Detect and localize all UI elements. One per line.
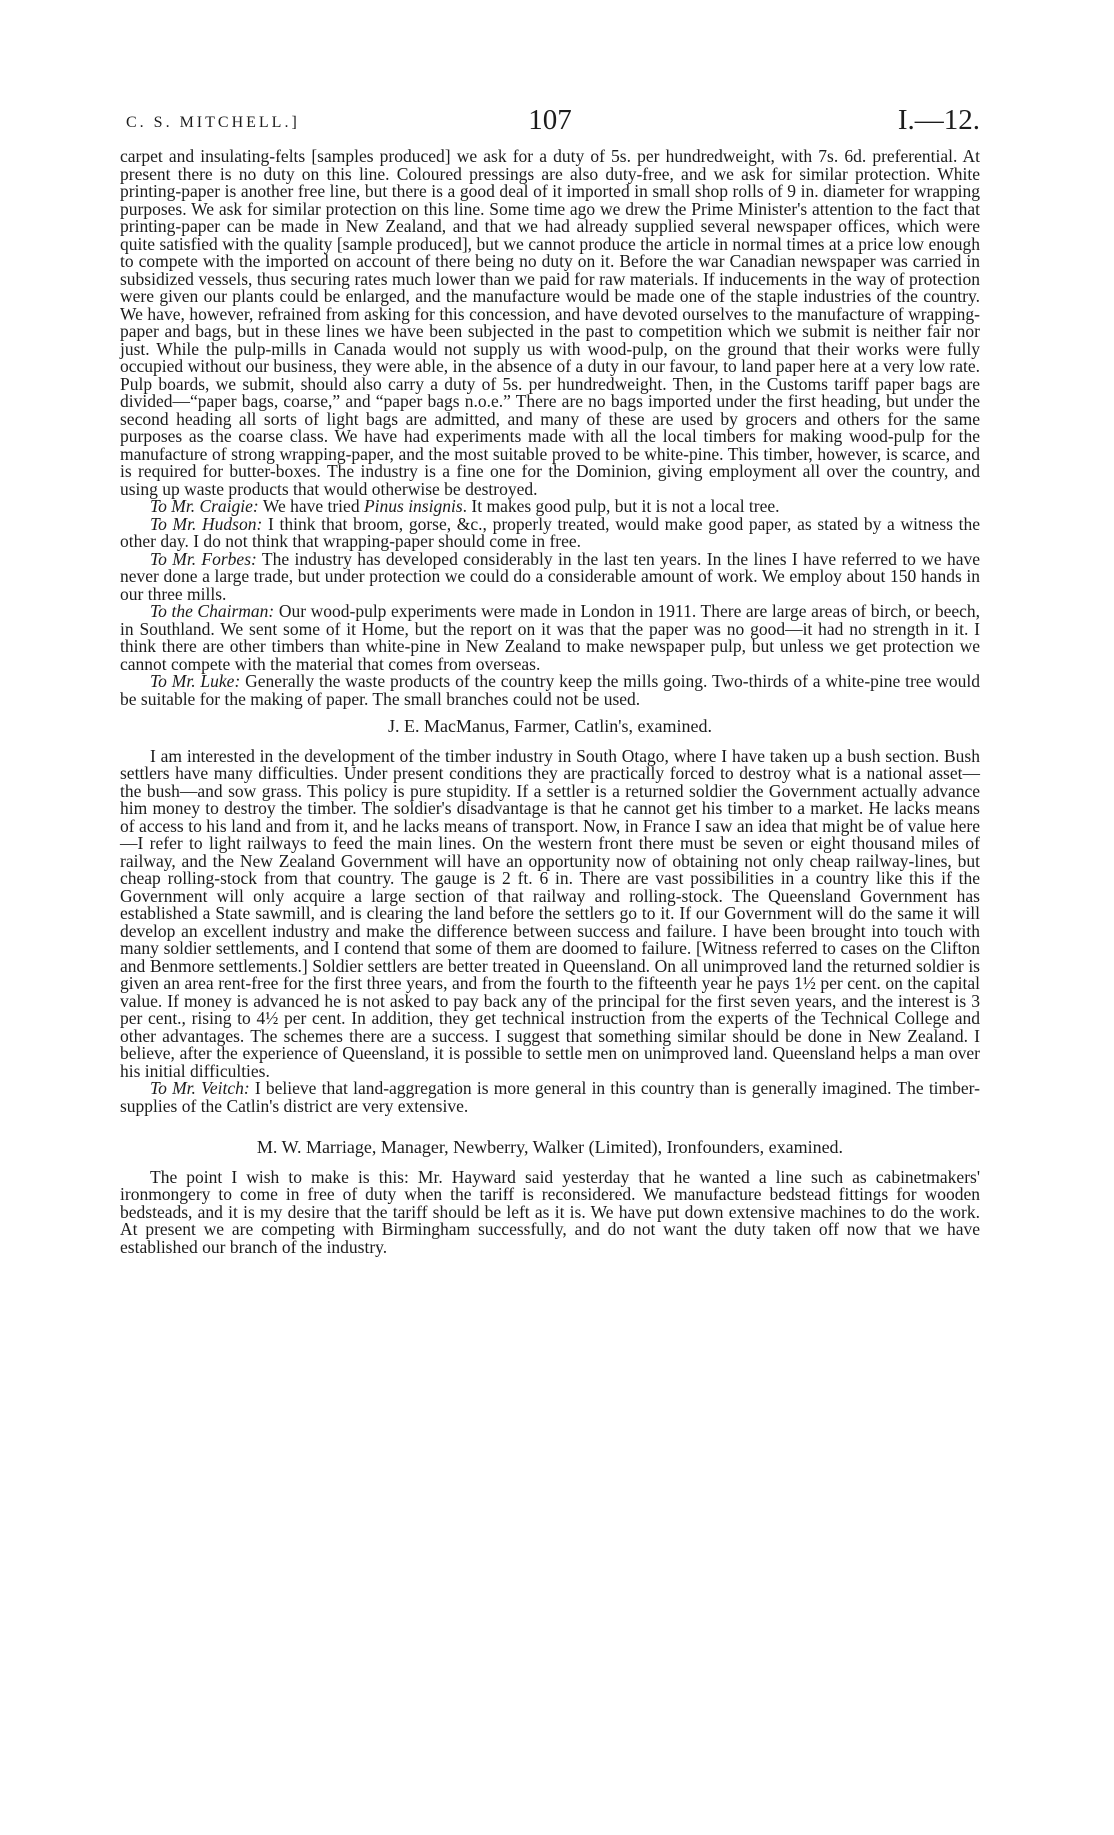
witness-heading-marriage: M. W. Marriage, Manager, Newberry, Walker (Limited), Ironfounders, examined. xyxy=(256,1137,844,1157)
answer-veitch xyxy=(120,1080,980,1115)
section-gap xyxy=(120,1115,980,1129)
answer-italic: Pinus insignis xyxy=(363,496,463,516)
answer-chairman xyxy=(120,603,980,673)
answer-to: To Mr. Veitch: xyxy=(150,1078,250,1098)
document-page xyxy=(120,100,980,1256)
answer-after: . It makes good pulp, but it is not a local tree. xyxy=(462,496,780,516)
answer-text: I believe that land-aggregation is more general in this country than is generally imagined. The timber-supplies of the Catlin's district are very extensive. xyxy=(120,1078,980,1116)
page-header xyxy=(120,100,980,148)
answer-text: I think that broom, gorse, &c., properly treated, would make good paper, as stated by a witness the other day. I do not think that wrapping-paper should come in free. xyxy=(120,513,980,551)
answer-to: To Mr. Forbes: xyxy=(150,548,257,569)
answer-to: To Mr. Luke: xyxy=(150,671,241,691)
opening-paragraph: carpet and insulating-felts [samples produced] we ask for a duty of 5s. per hundredweight, with 7s. 6d. preferential. At present there is no duty on this line. Coloured pressings are also duty-free, and we ask for similar protection. White printing-paper is another free line, but there is a good deal of it imported in small shop rolls of 9 in. diameter for wrapping purposes. We ask for similar protection on this line. Some time ago we drew the Prime Minister's attention to the fact that printing-paper can be made in New Zealand, and that we had already supplied several newspaper offices, which were quite satisfied with the quality [sample produced], but we cannot produce the article in normal times at a price low enough to compete with the imported on account of there being no duty on it. Before the war Canadian newspaper was carried in subsidized vessels, thus securing rates much lower than we paid for raw materials. If inducements in the way of protection were given our plants could be enlarged, and the manufacture would be made one of the staple industries of the country. We have, however, refrained from asking for this concession, and have devoted ourselves to the manufacture of wrapping-paper and bags, but in these lines we have been subjected in the past to competition which we submit is neither fair nor just. While the pulp-mills in Canada would not supply us with wood-pulp, on the ground that their works were fully occupied without our business, they were able, in the absence of a duty in our favour, to land paper here at a very low rate. Pulp boards, we submit, should also carry a duty of 5s. per hundredweight. Then, in the Customs tariff paper bags are divided—“paper bags, coarse,” and “paper bags n.o.e.” There are no bags imported under the first heading, but under the second heading all sorts of light bags are admitted, and many of these are used by grocers and others for the same purposes as the coarse class. We have had experiments made with all the local timbers for making wood-pulp for the manufacture of strong wrapping-paper, and the most suitable proved to be white-pine. This timber, however, is scarce, and is required for butter-boxes. The industry is a fine one for the Dominion, giving employment all over the country, and using up waste products that would otherwise be destroyed. xyxy=(120,146,980,499)
macmanus-paragraph: I am interested in the development of the timber industry in South Otago, where I have taken up a bush section. Bush settlers have many difficulties. Under present conditions they are practically forced to destroy what is a national asset—the bush—and sow grass. This policy is pure stupidity. If a settler is a returned soldier the Government actually advance him money to destroy the timber. The soldier's disadvantage is that he cannot get his timber to a market. He lacks means of access to his land and from it, and he lacks means of transport. Now, in France I saw an idea that might be of value here—I refer to light railways to feed the main lines. On the western front there must be seven or eight thousand miles of railway, and the New Zealand Government will have an opportunity now of obtaining not only cheap railway-lines, but cheap rolling-stock from that country. The gauge is 2 ft. 6 in. There are vast possibilities in a country like this if the Government will only acquire a large section of that railway and rolling-stock. The Queensland Government has established a State sawmill, and is clearing the land before the settlers go to it. If our Government will do the same it will develop an excellent industry and make the difference between success and failure. I have been brought into touch with many soldier settlements, and I contend that some of them are doomed to failure. [Witness referred to cases on the Clifton and Benmore settlements.] Soldier settlers are better treated in Queensland. On all unimproved land the returned soldier is given an area rent-free for the first three years, and from the fourth to the fifteenth year he pays 1½ per cent. on the capital value. If money is advanced he is not asked to pay back any of the principal for the first seven years, and the interest is 3 per cent., rising to 4½ per cent. In addition, they get technical instruction from the experts of the Technical College and other advantages. The schemes there are a success. I suggest that something similar should be done in New Zealand. I believe, after the experience of Queensland, it is possible to settle men on unimproved land. Queensland helps a man over his initial difficulties. xyxy=(120,745,980,1081)
document-reference: I.—12. xyxy=(897,104,980,136)
answer-text: The industry has developed considerably in the last ten years. In the lines I have referred to we have never done a large trade, but under protection we could do a considerable amount of work. We employ about 150 hands in our three mills. xyxy=(120,548,981,604)
answer-text: Generally the waste products of the country keep the mills going. Two-thirds of a white-pine tree would be suitable for the making of paper. The small branches could not be used. xyxy=(120,671,980,709)
marriage-paragraph: The point I wish to make is this: Mr. Hayward said yesterday that he wanted a line such as cabinetmakers' ironmongery to come in free of duty when the tariff is reconsidered. We manufacture bedstead fittings for wooden bedsteads, and it is my desire that the tariff should be left as it is. We have put down extensive machines to do the work. At present we are competing with Birmingham successfully, and do not want the duty taken off now that we have established our branch of the industry. xyxy=(120,1166,980,1257)
answer-to: To the Chairman: xyxy=(150,601,275,621)
witness-heading-macmanus: J. E. MacManus, Farmer, Catlin's, examined. xyxy=(388,716,712,736)
answer-to: To Mr. Craigie: xyxy=(150,496,259,516)
answer-luke xyxy=(120,673,980,708)
answer-text: Our wood-pulp experiments were made in London in 1911. There are large areas of birch, or beech, in Southland. We sent some of it Home, but the report on it was that the paper was no good—it had no strength in it. I think there are other timbers than white-pine in New Zealand to make newspaper pulp, but unless we get protection we cannot compete with the material that comes from overseas. xyxy=(120,601,981,674)
answer-to: To Mr. Hudson: xyxy=(150,513,263,534)
answer-forbes xyxy=(120,548,981,604)
page-number: 107 xyxy=(528,104,572,136)
document-body xyxy=(120,148,980,1256)
answer-hudson xyxy=(120,513,980,551)
header-author: C. S. MITCHELL.] xyxy=(126,114,300,131)
answer-text: We have tried xyxy=(262,496,364,516)
